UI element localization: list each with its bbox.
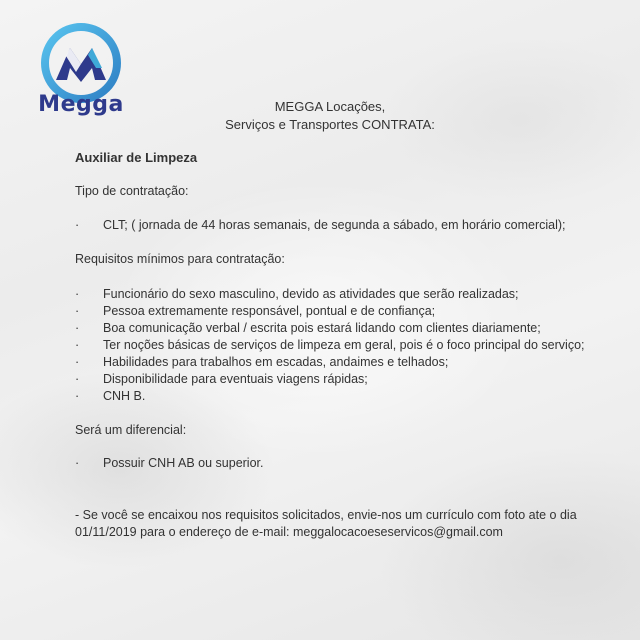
bullet-glyph: · [75, 321, 80, 335]
page-header [200, 98, 460, 134]
requirement-item-text: Habilidades para trabalhos em escadas, andaimes e telhados; [103, 355, 449, 369]
differential-item-text: Possuir CNH AB ou superior. [103, 456, 264, 470]
requirements-heading: Requisitos mínimos para contratação: [75, 252, 285, 266]
bullet-glyph: · [75, 389, 80, 403]
bullet-glyph: · [75, 338, 80, 352]
requirement-item-text: Pessoa extremamente responsável, pontual e de confiança; [103, 304, 436, 318]
logo-wordmark: Megga [38, 92, 124, 117]
requirement-item-text: CNH B. [103, 389, 146, 403]
bullet-glyph: · [75, 218, 80, 232]
bullet-glyph: · [75, 287, 80, 301]
bullet-glyph: · [75, 304, 80, 318]
requirement-item-text: Boa comunicação verbal / escrita pois estará lidando com clientes diariamente; [103, 321, 541, 335]
differential-heading: Será um diferencial: [75, 423, 187, 437]
bullet-glyph: · [75, 456, 80, 470]
bullet-glyph: · [75, 355, 80, 369]
requirement-item-text: Disponibilidade para eventuais viagens rápidas; [103, 372, 368, 386]
company-logo [36, 22, 126, 122]
job-title: Auxiliar de Limpeza [75, 150, 198, 165]
footer-line-2: 01/11/2019 para o endereço de e-mail: meggalocacoeseservicos@gmail.com [75, 525, 503, 539]
header-line-company: MEGGA Locações, [274, 99, 386, 114]
footer-line-1: - Se você se encaixou nos requisitos solicitados, envie-nos um currículo com foto ate o dia [75, 508, 577, 522]
header-line-hiring: Serviços e Transportes CONTRATA: [225, 117, 435, 132]
contract-item-text: CLT; ( jornada de 44 horas semanais, de segunda a sábado, em horário comercial); [103, 218, 566, 232]
bullet-glyph: · [75, 372, 80, 386]
contract-heading: Tipo de contratação: [75, 184, 189, 198]
requirement-item-text: Ter noções básicas de serviços de limpeza em geral, pois é o foco principal do serviço; [103, 338, 585, 352]
application-instructions [75, 507, 595, 541]
requirement-item-text: Funcionário do sexo masculino, devido as atividades que serão realizadas; [103, 287, 519, 301]
